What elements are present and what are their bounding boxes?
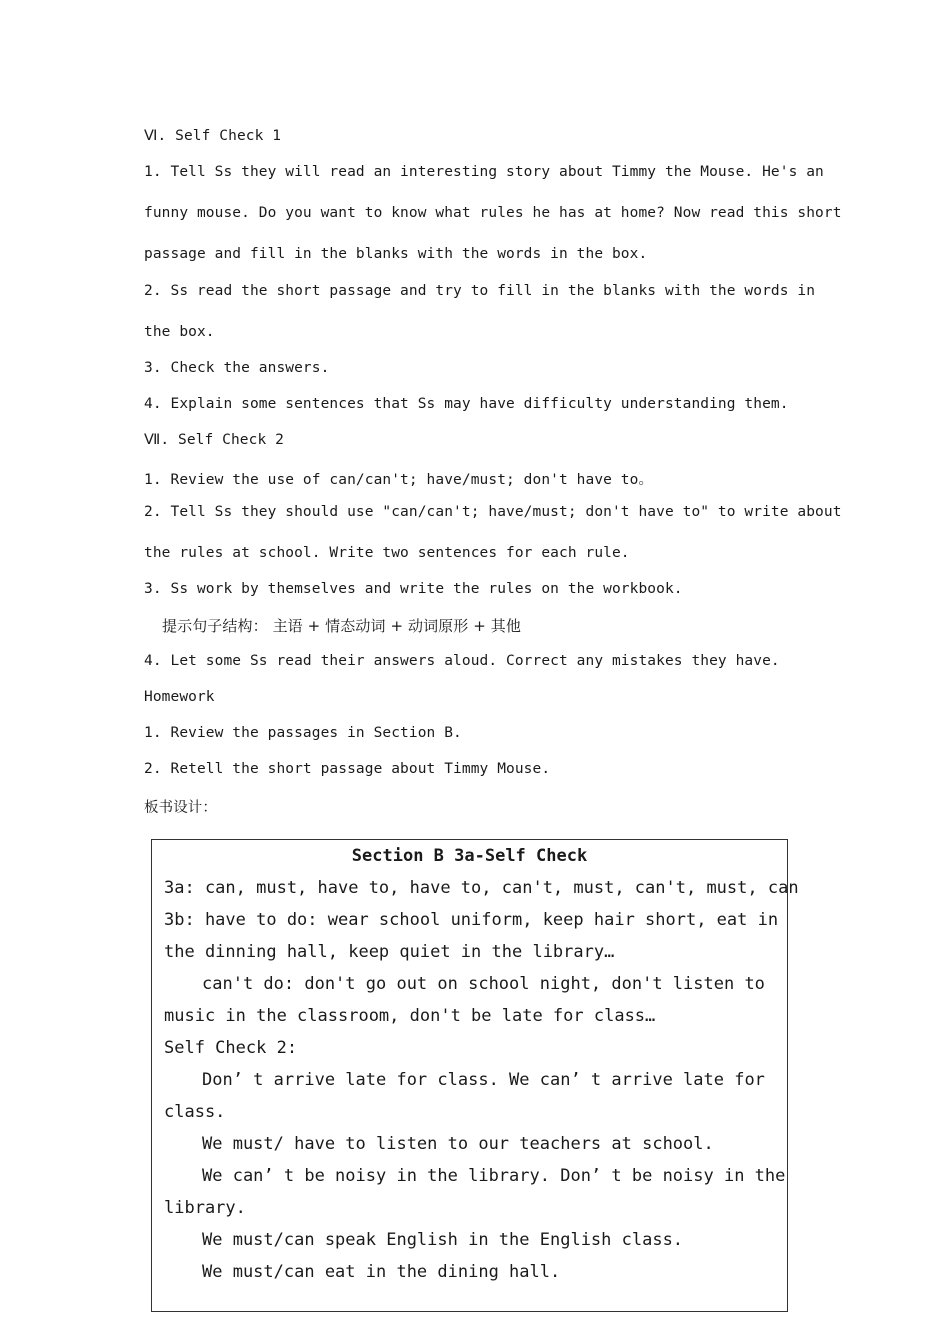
text-line: 3. Ss work by themselves and write the rules on the workbook. xyxy=(144,581,683,597)
text-line: funny mouse. Do you want to know what rules he has at home? Now read this short xyxy=(144,205,842,221)
board-line: 3a: can, must, have to, have to, can't, must, can't, must, can xyxy=(164,878,799,898)
board-line: Don’ t arrive late for class. We can’ t arrive late for xyxy=(202,1070,765,1090)
text-line: 2. Tell Ss they should use "can/can't; have/must; don't have to" to write about xyxy=(144,504,842,520)
board-line: music in the classroom, don't be late for class… xyxy=(164,1006,656,1026)
text-line: 2. Retell the short passage about Timmy Mouse. xyxy=(144,761,551,777)
text-line: 4. Explain some sentences that Ss may have difficulty understanding them. xyxy=(144,396,789,412)
board-line: We must/ have to listen to our teachers at school. xyxy=(202,1134,714,1154)
board-line: 3b: have to do: wear school uniform, keep hair short, eat in xyxy=(164,910,779,930)
board-line: library. xyxy=(164,1198,246,1218)
text-line: 1. Review the use of can/can't; have/must; don't have to。 xyxy=(144,472,654,488)
blackboard-design-box xyxy=(151,839,799,1312)
text-line: passage and fill in the blanks with the words in the box. xyxy=(144,246,648,262)
board-line: class. xyxy=(164,1102,226,1122)
board-line: We must/can eat in the dining hall. xyxy=(202,1262,561,1282)
board-line: Self Check 2: xyxy=(164,1038,298,1058)
board-line: the dinning hall, keep quiet in the library… xyxy=(164,942,615,962)
text-line: 3. Check the answers. xyxy=(144,360,330,376)
text-line: 4. Let some Ss read their answers aloud. Correct any mistakes they have. xyxy=(144,653,780,669)
board-title: Section B 3a-Self Check xyxy=(351,846,588,866)
text-line: 1. Tell Ss they will read an interesting story about Timmy the Mouse. He's an xyxy=(144,164,824,180)
section-heading: Ⅶ. Self Check 2 xyxy=(144,432,284,448)
text-line: 1. Review the passages in Section B. xyxy=(144,725,462,741)
text-line: the box. xyxy=(144,324,215,340)
board-design-label: 板书设计： xyxy=(144,800,217,816)
board-line: can't do: don't go out on school night, don't listen to xyxy=(202,974,765,994)
section-heading: Ⅵ. Self Check 1 xyxy=(144,128,282,144)
text-line: 2. Ss read the short passage and try to fill in the blanks with the words in xyxy=(144,283,816,299)
sentence-structure-hint: 提示句子结构： 主语 + 情态动词 + 动词原形 + 其他 xyxy=(162,617,521,635)
board-line: We must/can speak English in the English class. xyxy=(202,1230,684,1250)
text-line: the rules at school. Write two sentences for each rule. xyxy=(144,545,630,561)
section-heading: Homework xyxy=(144,689,215,705)
board-line: We can’ t be noisy in the library. Don’ t be noisy in the xyxy=(202,1166,786,1186)
